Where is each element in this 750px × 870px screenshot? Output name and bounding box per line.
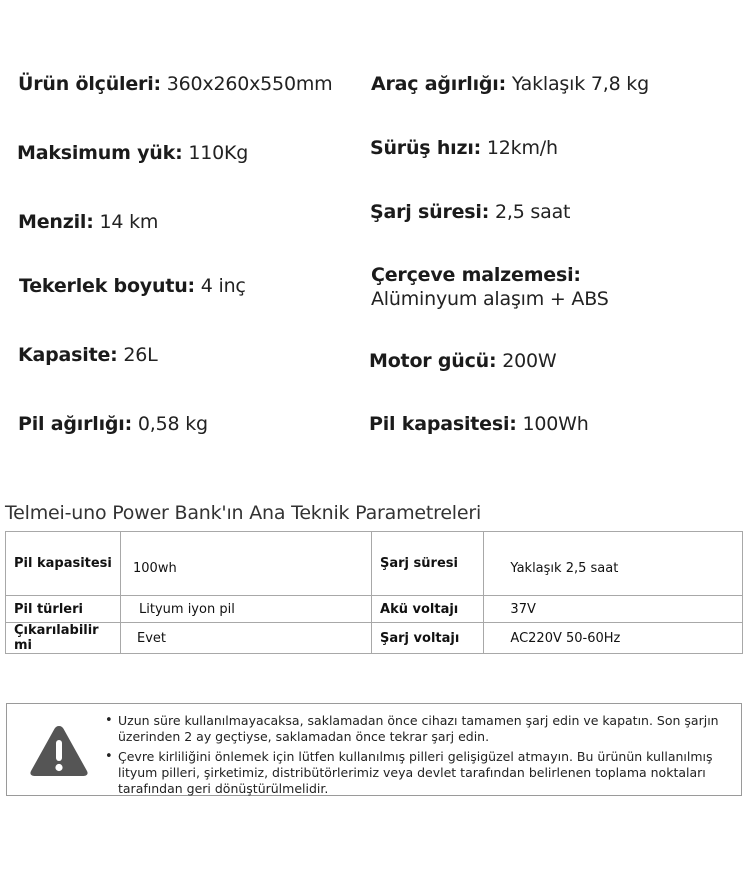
table-row — [6, 596, 743, 623]
spec-range — [18, 210, 158, 234]
table-cell-value: 37V — [484, 596, 743, 623]
spec-value: 4 inç — [200, 275, 246, 297]
spec-value: 2,5 saat — [494, 201, 571, 223]
section-title: Telmei-uno Power Bank'ın Ana Teknik Parametreleri — [5, 502, 482, 524]
spec-battery-weight — [18, 412, 208, 436]
spec-label: Tekerlek boyutu: — [19, 275, 195, 297]
table-row — [6, 623, 743, 654]
notice-item: • Uzun süre kullanılmayacaksa, saklamadan önce cihazı tamamen şarj edin ve kapatın. Son şarjın üzerinden 2 ay geçtiyse, saklamadan önce tekrar şarj edin. — [105, 713, 733, 745]
table-cell-key: Şarj süresi — [372, 532, 484, 596]
spec-frame-material — [371, 263, 609, 311]
table-cell-key: Pil kapasitesi — [6, 532, 121, 596]
table-cell-key: Şarj voltajı — [372, 623, 484, 654]
spec-max-load — [17, 141, 248, 165]
spec-label: Menzil: — [18, 211, 94, 233]
spec-label: Maksimum yük: — [17, 142, 183, 164]
spec-label: Kapasite: — [18, 344, 118, 366]
table-cell-key: Pil türleri — [6, 596, 121, 623]
notice-list — [105, 713, 733, 801]
spec-value: 110Kg — [188, 142, 249, 164]
warning-triangle-icon — [28, 723, 90, 779]
spec-label: Şarj süresi: — [370, 201, 490, 223]
spec-value: 12km/h — [486, 137, 558, 159]
parameters-table — [5, 531, 743, 654]
spec-vehicle-weight — [371, 72, 649, 96]
table-row — [6, 532, 743, 596]
spec-label: Çerçeve malzemesi: — [371, 264, 581, 286]
spec-motor-power — [369, 349, 557, 373]
spec-value: 0,58 kg — [137, 413, 208, 435]
spec-label: Pil kapasitesi: — [369, 413, 517, 435]
spec-wheel-size — [19, 274, 246, 298]
spec-value: 26L — [123, 344, 158, 366]
spec-value: Alüminyum alaşım + ABS — [371, 288, 609, 310]
spec-charge-time — [370, 200, 570, 224]
spec-value: Yaklaşık 7,8 kg — [511, 73, 649, 95]
table-cell-value: AC220V 50-60Hz — [484, 623, 743, 654]
spec-label: Araç ağırlığı: — [371, 73, 507, 95]
spec-label: Pil ağırlığı: — [18, 413, 133, 435]
spec-value: 200W — [502, 350, 557, 372]
spec-label: Sürüş hızı: — [370, 137, 482, 159]
spec-battery-capacity — [369, 412, 589, 436]
warning-notice — [6, 703, 742, 796]
notice-item: • Çevre kirliliğini önlemek için lütfen kullanılmış pilleri gelişigüzel atmayın. Bu ürünün kullanılmış lityum pilleri, şirketimiz, distribütörlerimiz veya devlet tarafından belirlenen toplama noktaları tarafından geri dönüştürülmelidir. — [105, 749, 733, 797]
spec-value: 100Wh — [522, 413, 589, 435]
table-cell-key: Akü voltajı — [372, 596, 484, 623]
spec-driving-speed — [370, 136, 558, 160]
spec-value: 360x260x550mm — [166, 73, 333, 95]
table-cell-value: 100wh — [121, 532, 372, 596]
spec-product-dimensions — [18, 72, 332, 96]
table-cell-value: Evet — [121, 623, 372, 654]
spec-capacity — [18, 343, 158, 367]
spec-label: Motor gücü: — [369, 350, 497, 372]
table-cell-value: Yaklaşık 2,5 saat — [484, 532, 743, 596]
table-cell-key: Çıkarılabilir mi — [6, 623, 121, 654]
spec-label: Ürün ölçüleri: — [18, 73, 161, 95]
spec-value: 14 km — [99, 211, 159, 233]
table-cell-value: Lityum iyon pil — [121, 596, 372, 623]
